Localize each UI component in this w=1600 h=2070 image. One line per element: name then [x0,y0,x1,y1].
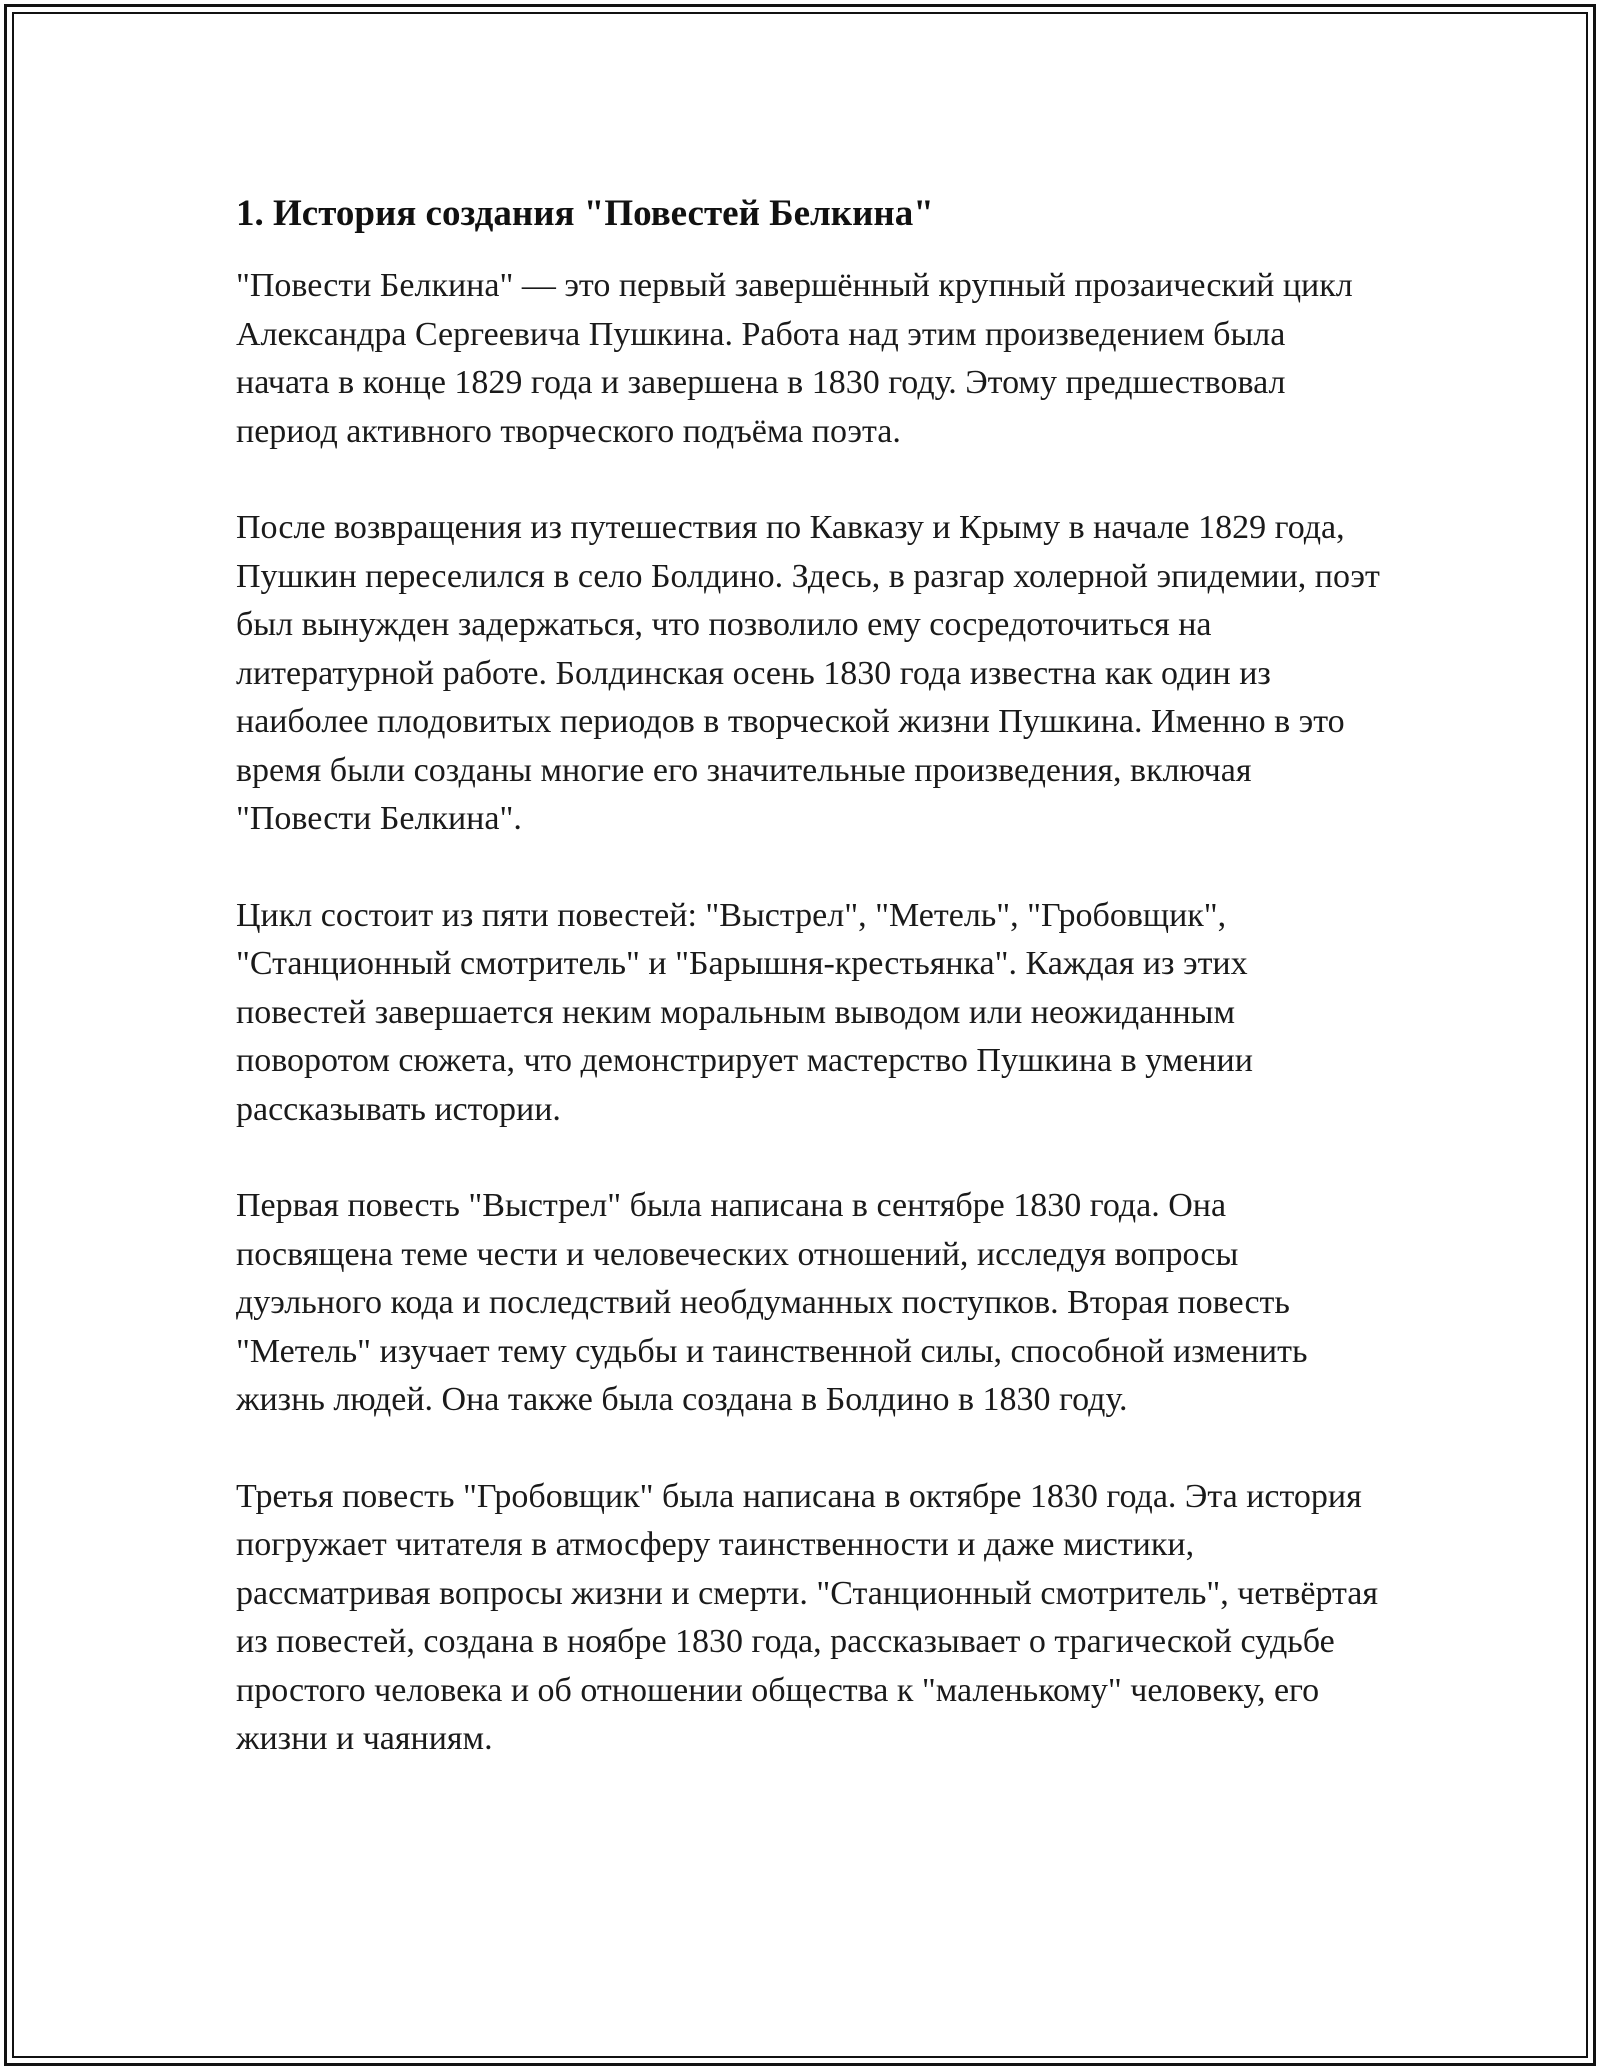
section-heading: 1. История создания "Повестей Белкина" [236,193,934,234]
document-body [236,186,1386,1764]
paragraph-cycle: Цикл состоит из пяти повестей: "Выстрел", "Метель", "Гробовщик", "Станционный смотритель" и "Барышня-крестьянка". Каждая из этих повестей завершается неким моральным выводом или неожиданным поворотом сюжета, что демонстрирует мастерство Пушкина в умении рассказывать истории. [236,896,1253,1128]
paragraph-boldino: После возвращения из путешествия по Кавказу и Крыму в начале 1829 года, Пушкин переселился в село Болдино. Здесь, в разгар холерной эпидемии, поэт был вынужден задержаться, что позволило ему сосредоточиться на литературной работе. Болдинская осень 1830 года известна как один из наиболее плодовитых периодов в творческой жизни Пушкина. Именно в это время были созданы многие его значительные произведения, включая "Повести Белкина". [236,509,1380,837]
paragraph-intro: "Повести Белкина" — это первый завершённый крупный прозаический цикл Александра Сергеевича Пушкина. Работа над этим произведением была начата в конце 1829 года и завершена в 1830 году. Этому предшествовал период активного творческого подъёма поэта. [236,267,1353,450]
paragraph-later-stories: Третья повесть "Гробовщик" была написана в октябре 1830 года. Эта история погружает читателя в атмосферу таинственности и даже мистики, рассматривая вопросы жизни и смерти. "Станционный смотритель", четвёртая из повестей, создана в ноябре 1830 года, рассказывает о трагической судьбе простого человека и об отношении общества к "маленькому" человеку, его жизни и чаяниям. [236,1477,1379,1757]
paragraph-first-stories: Первая повесть "Выстрел" была написана в сентябре 1830 года. Она посвящена теме чести и человеческих отношений, исследуя вопросы дуэльного кода и последствий необдуманных поступков. Вторая повесть "Метель" изучает тему судьбы и таинственной силы, способной изменить жизнь людей. Она также была создана в Болдино в 1830 году. [236,1187,1308,1418]
